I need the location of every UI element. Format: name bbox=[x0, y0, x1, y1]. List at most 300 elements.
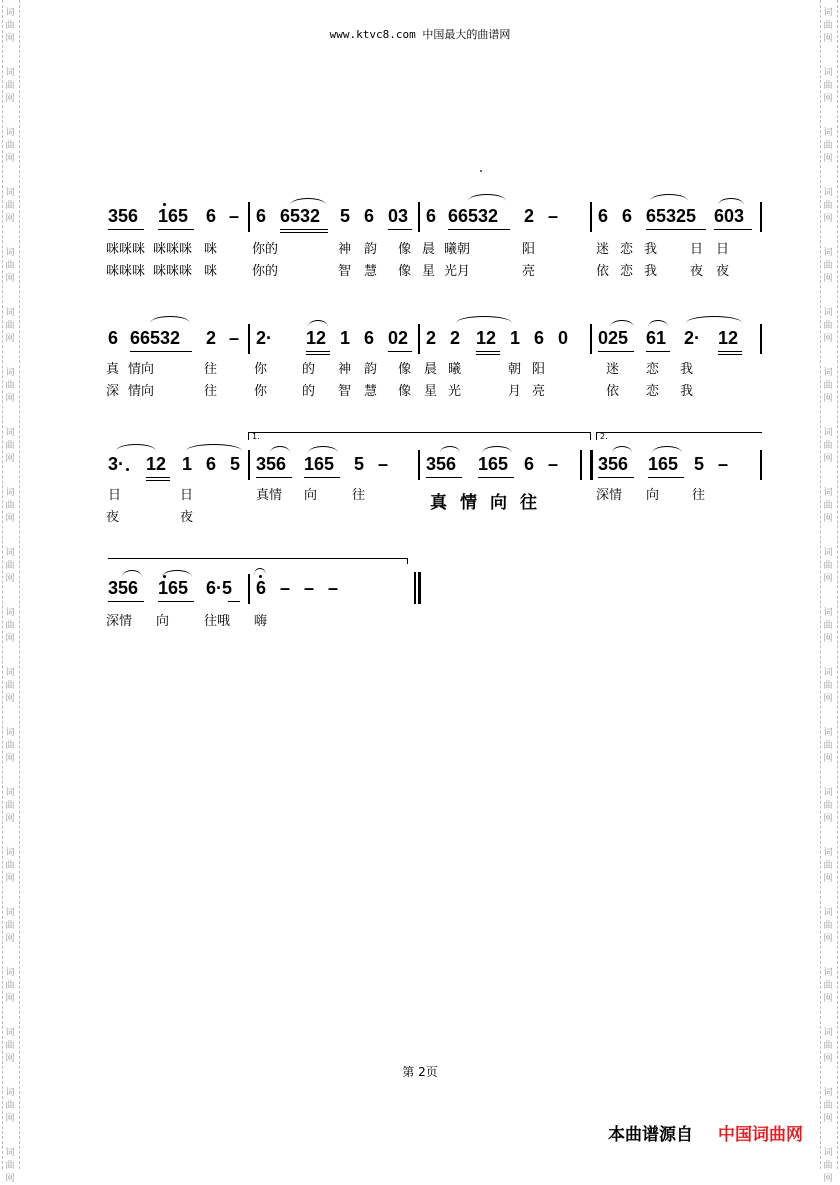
watermark-char: 曲 bbox=[5, 681, 15, 691]
slur bbox=[290, 198, 326, 205]
watermark-char: 网 bbox=[823, 1054, 833, 1064]
watermark-char: 词 bbox=[823, 668, 833, 678]
watermark-char: 曲 bbox=[5, 1041, 15, 1051]
footer-source-label: 本曲谱源自 bbox=[608, 1125, 693, 1145]
watermark-char: 网 bbox=[5, 814, 15, 824]
note-group: 356 bbox=[108, 206, 139, 226]
barline bbox=[590, 324, 592, 354]
lyric: 亮 bbox=[532, 384, 546, 399]
lyric: 智 bbox=[338, 384, 352, 399]
watermark-char: 词 bbox=[823, 1028, 833, 1038]
slur bbox=[308, 320, 328, 327]
barline bbox=[760, 450, 762, 480]
underline bbox=[158, 229, 194, 230]
watermark-char: 词 bbox=[5, 128, 15, 138]
watermark-char: 曲 bbox=[823, 981, 833, 991]
note-group: 165 bbox=[648, 454, 679, 474]
watermark-char: 网 bbox=[5, 1174, 15, 1184]
slur bbox=[612, 446, 632, 453]
lyric: 日 bbox=[690, 242, 704, 257]
lyric: 咪咪咪 bbox=[106, 264, 146, 279]
note: 1 bbox=[510, 328, 521, 348]
note-group: 356 bbox=[598, 454, 629, 474]
note: 2 bbox=[426, 328, 437, 348]
lyric: 深情 bbox=[596, 488, 623, 503]
watermark-char: 词 bbox=[823, 488, 833, 498]
dash: – bbox=[548, 206, 559, 226]
note-group: 165 bbox=[158, 206, 189, 226]
watermark-char: 曲 bbox=[823, 621, 833, 631]
lyric: 慧 bbox=[364, 384, 378, 399]
watermark-char: 网 bbox=[823, 394, 833, 404]
underline bbox=[598, 351, 634, 352]
watermark-char: 词 bbox=[823, 128, 833, 138]
lyric: 咪 bbox=[204, 242, 218, 257]
watermark-char: 词 bbox=[823, 428, 833, 438]
note-group: 12 bbox=[146, 454, 167, 474]
watermark-char: 曲 bbox=[823, 861, 833, 871]
slur bbox=[440, 446, 460, 453]
watermark-char: 网 bbox=[5, 934, 15, 944]
footer-site-link[interactable]: 中国词曲网 bbox=[718, 1125, 803, 1145]
underline bbox=[718, 351, 742, 352]
volta-bracket-1 bbox=[248, 432, 590, 433]
watermark-char: 词 bbox=[5, 788, 15, 798]
lyric: 夜 bbox=[106, 510, 120, 525]
rest: 0 bbox=[558, 328, 569, 348]
watermark-char: 词 bbox=[5, 848, 15, 858]
lyric: 我 bbox=[680, 362, 694, 377]
watermark-char: 网 bbox=[5, 274, 15, 284]
lyric: 往 bbox=[692, 488, 706, 503]
note: 2 bbox=[450, 328, 461, 348]
note: 6 bbox=[426, 206, 437, 226]
watermark-char: 网 bbox=[5, 874, 15, 884]
watermark-char: 曲 bbox=[5, 141, 15, 151]
lyric: 韵 bbox=[364, 362, 378, 377]
watermark-char: 曲 bbox=[5, 621, 15, 631]
watermark-char: 网 bbox=[5, 334, 15, 344]
watermark-char: 词 bbox=[5, 428, 15, 438]
watermark-char: 网 bbox=[823, 574, 833, 584]
volta-tick bbox=[248, 432, 249, 440]
lyric: 深 bbox=[106, 384, 120, 399]
bracket-tick bbox=[407, 558, 408, 564]
watermark-char: 曲 bbox=[823, 141, 833, 151]
lyric: 咪咪咪 bbox=[153, 264, 193, 279]
slur bbox=[468, 194, 506, 201]
watermark-char: 词 bbox=[5, 908, 15, 918]
underline bbox=[130, 351, 192, 352]
slur bbox=[610, 320, 634, 327]
note-group: 12 bbox=[306, 328, 327, 348]
watermark-char: 曲 bbox=[823, 321, 833, 331]
slur bbox=[456, 316, 512, 323]
lyric: 神 bbox=[338, 362, 352, 377]
underline bbox=[228, 601, 240, 602]
note: 6 bbox=[256, 206, 267, 226]
lyric: 向 bbox=[646, 488, 660, 503]
watermark-char: 词 bbox=[5, 488, 15, 498]
lyric: 神 bbox=[338, 242, 352, 257]
lyric: 朝 bbox=[508, 362, 522, 377]
lyric: 我 bbox=[644, 242, 658, 257]
note: 6 bbox=[206, 454, 217, 474]
watermark-char: 词 bbox=[823, 728, 833, 738]
watermark-char: 词 bbox=[823, 368, 833, 378]
underline bbox=[108, 601, 144, 602]
note-group: 165 bbox=[478, 454, 509, 474]
dash: – bbox=[280, 578, 291, 598]
watermark-char: 曲 bbox=[5, 441, 15, 451]
watermark-char: 词 bbox=[5, 608, 15, 618]
note-group: 12 bbox=[476, 328, 497, 348]
volta-label-1: 1. bbox=[252, 432, 260, 441]
slur bbox=[270, 446, 290, 453]
note-group: 356 bbox=[256, 454, 287, 474]
underline bbox=[646, 351, 670, 352]
repeat-dots bbox=[580, 450, 582, 480]
dash: – bbox=[229, 206, 240, 226]
note: 1 bbox=[340, 328, 351, 348]
note-group: 6532 bbox=[280, 206, 321, 226]
watermark-char: 词 bbox=[823, 8, 833, 18]
watermark-char: 网 bbox=[823, 154, 833, 164]
note-group: 12 bbox=[718, 328, 739, 348]
watermark-char: 曲 bbox=[5, 741, 15, 751]
lyric: 向 bbox=[156, 614, 170, 629]
note: 6 bbox=[256, 578, 267, 598]
watermark-char: 曲 bbox=[823, 741, 833, 751]
lyric: 的 bbox=[302, 362, 316, 377]
barline bbox=[248, 202, 250, 232]
watermark-char: 词 bbox=[823, 1148, 833, 1158]
slur bbox=[186, 444, 242, 451]
watermark-char: 网 bbox=[5, 214, 15, 224]
lyric: 阳 bbox=[532, 362, 546, 377]
lyric: 晨 bbox=[424, 362, 438, 377]
watermark-char: 网 bbox=[5, 694, 15, 704]
lyric: 星 bbox=[422, 264, 436, 279]
underline bbox=[648, 477, 684, 478]
watermark-char: 词 bbox=[5, 668, 15, 678]
watermark-char: 网 bbox=[823, 814, 833, 824]
watermark-char: 网 bbox=[823, 274, 833, 284]
underline bbox=[448, 229, 510, 230]
watermark-char: 曲 bbox=[823, 501, 833, 511]
watermark-char: 曲 bbox=[823, 1161, 833, 1171]
note-group: 603 bbox=[714, 206, 745, 226]
dash: – bbox=[378, 454, 389, 474]
lyric: 真情 bbox=[256, 488, 283, 503]
underline bbox=[306, 354, 330, 355]
barline bbox=[248, 450, 250, 480]
watermark-char: 曲 bbox=[5, 801, 15, 811]
watermark-char: 曲 bbox=[823, 21, 833, 31]
note-group: 165 bbox=[158, 578, 189, 598]
watermark-char: 网 bbox=[823, 334, 833, 344]
lyric: 像 bbox=[398, 362, 412, 377]
watermark-char: 网 bbox=[823, 874, 833, 884]
barline bbox=[418, 324, 420, 354]
watermark-char: 网 bbox=[823, 1114, 833, 1124]
lyric: 像 bbox=[398, 242, 412, 257]
lyric: 夜 bbox=[690, 264, 704, 279]
underline bbox=[478, 477, 514, 478]
lyric-large: 真情向往 bbox=[430, 493, 550, 513]
lyric: 往哦 bbox=[204, 614, 231, 629]
volta-tick bbox=[596, 432, 597, 440]
lyric: 咪咪咪 bbox=[106, 242, 146, 257]
note-group: 165 bbox=[304, 454, 335, 474]
watermark-char: 曲 bbox=[5, 861, 15, 871]
fermata bbox=[254, 568, 266, 575]
lyric: 恋 bbox=[620, 242, 634, 257]
page-number: 第 2页 bbox=[402, 1065, 438, 1079]
lyric: 像 bbox=[398, 264, 412, 279]
lyric: 咪咪咪 bbox=[153, 242, 193, 257]
watermark-char: 词 bbox=[5, 188, 15, 198]
lyric: 你的 bbox=[252, 264, 279, 279]
underline bbox=[598, 477, 634, 478]
lyric: 日 bbox=[108, 488, 122, 503]
dash: – bbox=[229, 328, 240, 348]
underline bbox=[646, 229, 706, 230]
lyric: 智 bbox=[338, 264, 352, 279]
lyric: 迷 bbox=[596, 242, 610, 257]
underline bbox=[304, 477, 340, 478]
watermark-char: 词 bbox=[5, 1148, 15, 1158]
note: 5 bbox=[340, 206, 351, 226]
site-header: www.ktvc8.com 中国最大的曲谱网 bbox=[329, 28, 511, 41]
watermark-char: 网 bbox=[5, 34, 15, 44]
watermark-char: 网 bbox=[5, 1114, 15, 1124]
lyric: 晨 bbox=[422, 242, 436, 257]
volta-tick bbox=[590, 432, 591, 440]
lyric: 迷 bbox=[606, 362, 620, 377]
watermark-char: 网 bbox=[823, 34, 833, 44]
lyric: 星 bbox=[424, 384, 438, 399]
watermark-char: 网 bbox=[823, 454, 833, 464]
note-group: 61 bbox=[646, 328, 667, 348]
watermark-char: 曲 bbox=[823, 921, 833, 931]
underline bbox=[388, 351, 412, 352]
watermark-char: 曲 bbox=[5, 261, 15, 271]
note: 6 bbox=[108, 328, 119, 348]
lyric: 依 bbox=[606, 384, 620, 399]
lyric: 往 bbox=[204, 362, 218, 377]
underline bbox=[146, 480, 170, 481]
watermark-char: 曲 bbox=[823, 1101, 833, 1111]
slur bbox=[648, 320, 668, 327]
note: 2· bbox=[684, 328, 701, 348]
watermark-char: 曲 bbox=[5, 381, 15, 391]
barline bbox=[418, 202, 420, 232]
watermark-char: 曲 bbox=[823, 261, 833, 271]
watermark-char: 网 bbox=[5, 154, 15, 164]
note-group: 356 bbox=[426, 454, 457, 474]
watermark-char: 词 bbox=[5, 728, 15, 738]
slur bbox=[718, 198, 744, 205]
watermark-char: 曲 bbox=[5, 501, 15, 511]
watermark-char: 网 bbox=[823, 214, 833, 224]
barline bbox=[248, 324, 250, 354]
slur bbox=[652, 446, 682, 453]
note-group: 025 bbox=[598, 328, 629, 348]
underline bbox=[388, 229, 412, 230]
watermark-char: 网 bbox=[823, 1174, 833, 1184]
lyric: 韵 bbox=[364, 242, 378, 257]
underline bbox=[280, 229, 328, 230]
lyric: 曦 bbox=[448, 362, 462, 377]
slur bbox=[650, 194, 688, 201]
lyric: 亮 bbox=[522, 264, 536, 279]
watermark-char: 网 bbox=[5, 634, 15, 644]
watermark-char: 曲 bbox=[5, 81, 15, 91]
lyric: 往 bbox=[204, 384, 218, 399]
note: 6 bbox=[364, 328, 375, 348]
barline bbox=[760, 324, 762, 354]
watermark-char: 网 bbox=[823, 514, 833, 524]
underline bbox=[280, 232, 328, 233]
lyric: 情向 bbox=[128, 362, 155, 377]
note: 5 bbox=[230, 454, 241, 474]
lyric: 日 bbox=[716, 242, 730, 257]
watermark-char: 网 bbox=[5, 394, 15, 404]
watermark-char: 曲 bbox=[5, 561, 15, 571]
note: 1 bbox=[182, 454, 193, 474]
watermark-char: 曲 bbox=[823, 681, 833, 691]
lyric: 阳 bbox=[522, 242, 536, 257]
note: 2 bbox=[206, 328, 217, 348]
note: 3· bbox=[108, 454, 125, 474]
underline bbox=[108, 229, 144, 230]
lyric: 恋 bbox=[646, 384, 660, 399]
watermark-char: 网 bbox=[5, 754, 15, 764]
watermark-char: 曲 bbox=[5, 201, 15, 211]
watermark-char: 曲 bbox=[5, 921, 15, 931]
lyric: 夜 bbox=[180, 510, 194, 525]
watermark-char: 词 bbox=[5, 968, 15, 978]
watermark-char: 词 bbox=[823, 788, 833, 798]
watermark-char: 曲 bbox=[823, 801, 833, 811]
note-group: 03 bbox=[388, 206, 409, 226]
lyric: 月 bbox=[508, 384, 522, 399]
dash: – bbox=[328, 578, 339, 598]
watermark-char: 词 bbox=[823, 188, 833, 198]
lyric: 曦朝 bbox=[444, 242, 471, 257]
watermark-char: 词 bbox=[823, 968, 833, 978]
watermark-char: 曲 bbox=[823, 1041, 833, 1051]
watermark-char: 词 bbox=[5, 8, 15, 18]
watermark-char: 曲 bbox=[5, 321, 15, 331]
watermark-char: 词 bbox=[5, 308, 15, 318]
note-group: 65325 bbox=[646, 206, 697, 226]
lyric: 日 bbox=[180, 488, 194, 503]
barline bbox=[418, 450, 420, 480]
note: 6 bbox=[364, 206, 375, 226]
lyric: 光 bbox=[448, 384, 462, 399]
lyric: 你 bbox=[254, 362, 268, 377]
watermark-char: 词 bbox=[5, 368, 15, 378]
watermark-char: 词 bbox=[5, 1088, 15, 1098]
dash: – bbox=[548, 454, 559, 474]
watermark-char: 网 bbox=[5, 574, 15, 584]
lyric: 你的 bbox=[252, 242, 279, 257]
note-group: 66532 bbox=[130, 328, 181, 348]
watermark-char: 曲 bbox=[5, 21, 15, 31]
note-group: 02 bbox=[388, 328, 409, 348]
lyric: 依 bbox=[596, 264, 610, 279]
slur bbox=[686, 316, 742, 323]
dash: – bbox=[718, 454, 729, 474]
slur bbox=[482, 446, 512, 453]
volta-label-2: 2. bbox=[600, 432, 608, 441]
watermark-char: 网 bbox=[823, 634, 833, 644]
watermark-char: 曲 bbox=[5, 981, 15, 991]
watermark-char: 词 bbox=[823, 68, 833, 78]
octave-dot bbox=[163, 575, 166, 578]
note: 5 bbox=[694, 454, 705, 474]
watermark-char: 网 bbox=[5, 514, 15, 524]
lyric: 深情 bbox=[106, 614, 133, 629]
dash: – bbox=[304, 578, 315, 598]
lyric: 光月 bbox=[444, 264, 471, 279]
watermark-char: 网 bbox=[823, 754, 833, 764]
note: 5 bbox=[354, 454, 365, 474]
note: 6 bbox=[598, 206, 609, 226]
watermark-char: 词 bbox=[5, 548, 15, 558]
watermark-char: 词 bbox=[5, 1028, 15, 1038]
slur bbox=[116, 444, 156, 451]
note: 2· bbox=[256, 328, 273, 348]
lyric: 慧 bbox=[364, 264, 378, 279]
watermark-char: 网 bbox=[5, 454, 15, 464]
watermark-char: 曲 bbox=[823, 561, 833, 571]
barline bbox=[590, 202, 592, 232]
lyric: 向 bbox=[304, 488, 318, 503]
lyric: 嗨 bbox=[254, 614, 268, 629]
note-group: 66532 bbox=[448, 206, 499, 226]
underline bbox=[256, 477, 292, 478]
underline bbox=[476, 351, 500, 352]
watermark-char: 网 bbox=[5, 1054, 15, 1064]
lyric: 咪 bbox=[204, 264, 218, 279]
underline bbox=[714, 229, 752, 230]
bracket bbox=[108, 558, 408, 559]
watermark-char: 曲 bbox=[5, 1161, 15, 1171]
note-group: 356 bbox=[108, 578, 139, 598]
lyric: 像 bbox=[398, 384, 412, 399]
watermark-char: 网 bbox=[823, 694, 833, 704]
lyric: 你 bbox=[254, 384, 268, 399]
underline bbox=[718, 354, 742, 355]
lyric: 我 bbox=[644, 264, 658, 279]
note: 6 bbox=[622, 206, 633, 226]
octave-dot bbox=[259, 575, 262, 578]
watermark-char: 曲 bbox=[823, 441, 833, 451]
barline bbox=[760, 202, 762, 232]
note: 6 bbox=[206, 206, 217, 226]
watermark-char: 曲 bbox=[823, 201, 833, 211]
note: 6 bbox=[534, 328, 545, 348]
slur bbox=[162, 570, 192, 577]
watermark-char: 词 bbox=[5, 248, 15, 258]
lyric: 我 bbox=[680, 384, 694, 399]
lyric: 夜 bbox=[716, 264, 730, 279]
barline bbox=[248, 574, 250, 604]
aug-dot bbox=[126, 468, 129, 471]
